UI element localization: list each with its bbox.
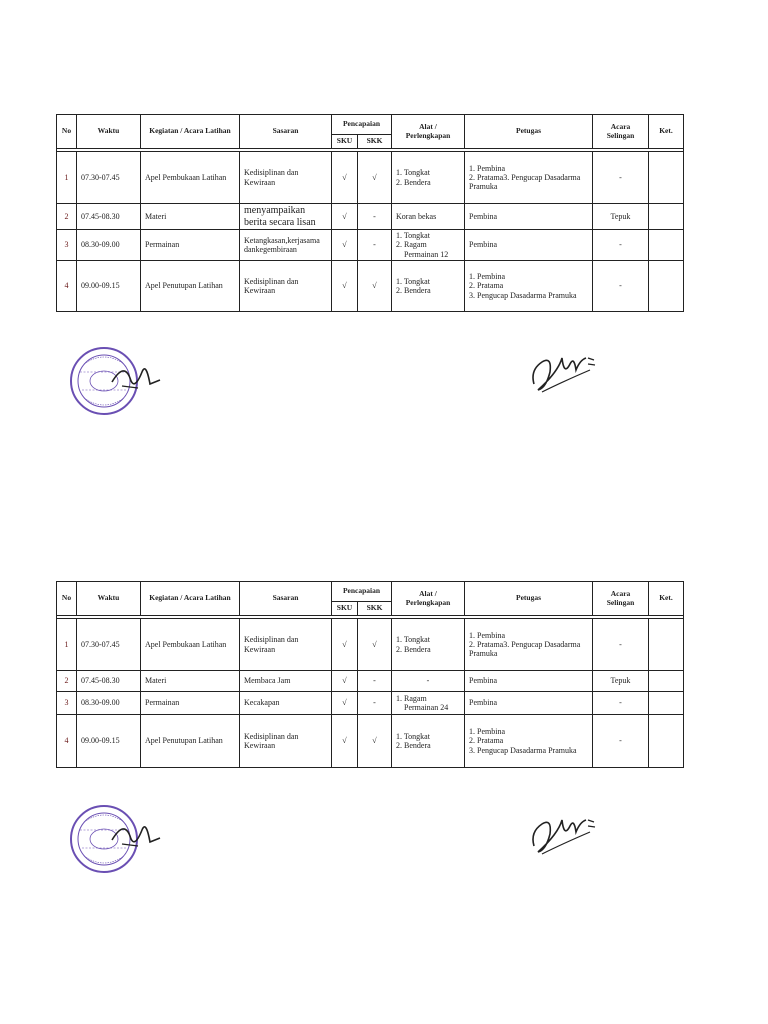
cell-alat: 1. Tongkat 2. Ragam Permainan 12 — [392, 230, 465, 261]
cell-kegiatan: Apel Penutupan Latihan — [141, 261, 240, 312]
cell-no: 1 — [57, 152, 77, 204]
cell-kegiatan: Permainan — [141, 230, 240, 261]
cell-sku: √ — [332, 204, 358, 230]
cell-sasaran: menyampaikan berita secara lisan — [240, 204, 332, 230]
cell-waktu: 07.30-07.45 — [77, 152, 141, 204]
cell-sku: √ — [332, 715, 358, 768]
cell-skk: √ — [358, 715, 392, 768]
header-pencapaian: Pencapaian — [332, 582, 392, 602]
cell-kegiatan: Apel Pembukaan Latihan — [141, 619, 240, 671]
cell-ket — [649, 671, 684, 692]
cell-alat: Koran bekas — [392, 204, 465, 230]
header-sku: SKU — [332, 602, 358, 616]
cell-skk: - — [358, 230, 392, 261]
table-row — [57, 230, 684, 261]
cell-sku: √ — [332, 619, 358, 671]
official-stamp — [64, 800, 164, 878]
cell-acara: Tepuk — [593, 204, 649, 230]
cell-sasaran: Kedisiplinan dan Kewiraan — [240, 619, 332, 671]
table-row — [57, 715, 684, 768]
schedule-table-1 — [56, 114, 684, 312]
cell-sasaran: Kedisiplinan dan Kewiraan — [240, 152, 332, 204]
cell-skk: √ — [358, 152, 392, 204]
header-petugas: Petugas — [465, 115, 593, 149]
header-alat: Alat / Perlengkapan — [392, 582, 465, 616]
signature — [528, 342, 600, 400]
cell-kegiatan: Apel Penutupan Latihan — [141, 715, 240, 768]
cell-waktu: 07.45-08.30 — [77, 204, 141, 230]
cell-petugas: Pembina — [465, 230, 593, 261]
header-kegiatan: Kegiatan / Acara Latihan — [141, 582, 240, 616]
cell-petugas: 1. Pembina 2. Pratama 3. Pengucap Dasadarma Pramuka — [465, 261, 593, 312]
official-stamp — [64, 342, 164, 420]
cell-ket — [649, 230, 684, 261]
cell-acara: - — [593, 152, 649, 204]
cell-no: 2 — [57, 671, 77, 692]
cell-no: 3 — [57, 692, 77, 715]
cell-waktu: 07.45-08.30 — [77, 671, 141, 692]
cell-petugas: 1. Pembina 2. Pratama3. Pengucap Dasadarma Pramuka — [465, 152, 593, 204]
cell-no: 4 — [57, 261, 77, 312]
cell-alat: 1. Tongkat 2. Bendera — [392, 715, 465, 768]
header-alat: Alat / Perlengkapan — [392, 115, 465, 149]
header-sasaran: Sasaran — [240, 115, 332, 149]
cell-kegiatan: Materi — [141, 671, 240, 692]
cell-sku: √ — [332, 152, 358, 204]
cell-alat: - — [392, 671, 465, 692]
cell-sku: √ — [332, 261, 358, 312]
header-skk: SKK — [358, 135, 392, 149]
cell-sasaran: Ketangkasan,kerjasama dankegembiraan — [240, 230, 332, 261]
cell-ket — [649, 152, 684, 204]
cell-waktu: 08.30-09.00 — [77, 692, 141, 715]
cell-ket — [649, 619, 684, 671]
cell-ket — [649, 261, 684, 312]
header-skk: SKK — [358, 602, 392, 616]
cell-skk: - — [358, 204, 392, 230]
header-ket: Ket. — [649, 582, 684, 616]
cell-skk: - — [358, 692, 392, 715]
cell-alat: 1. Tongkat 2. Bendera — [392, 152, 465, 204]
table-row — [57, 619, 684, 671]
cell-sasaran: Kedisiplinan dan Kewiraan — [240, 715, 332, 768]
schedule-table-2 — [56, 581, 684, 768]
cell-waktu: 09.00-09.15 — [77, 715, 141, 768]
header-pencapaian: Pencapaian — [332, 115, 392, 135]
cell-acara: - — [593, 692, 649, 715]
table-row — [57, 204, 684, 230]
cell-waktu: 08.30-09.00 — [77, 230, 141, 261]
header-kegiatan: Kegiatan / Acara Latihan — [141, 115, 240, 149]
cell-petugas: Pembina — [465, 692, 593, 715]
cell-acara: - — [593, 619, 649, 671]
cell-petugas: Pembina — [465, 671, 593, 692]
cell-ket — [649, 692, 684, 715]
cell-waktu: 09.00-09.15 — [77, 261, 141, 312]
cell-petugas: 1. Pembina 2. Pratama 3. Pengucap Dasadarma Pramuka — [465, 715, 593, 768]
cell-alat: 1. Ragam Permainan 24 — [392, 692, 465, 715]
header-waktu: Waktu — [77, 115, 141, 149]
cell-sasaran: Kecakapan — [240, 692, 332, 715]
signature — [528, 804, 600, 862]
cell-skk: - — [358, 671, 392, 692]
table-row — [57, 261, 684, 312]
cell-sku: √ — [332, 230, 358, 261]
header-no: No — [57, 582, 77, 616]
cell-no: 1 — [57, 619, 77, 671]
table-row — [57, 152, 684, 204]
cell-no: 4 — [57, 715, 77, 768]
header-petugas: Petugas — [465, 582, 593, 616]
cell-waktu: 07.30-07.45 — [77, 619, 141, 671]
header-sku: SKU — [332, 135, 358, 149]
table-row — [57, 692, 684, 715]
cell-alat: 1. Tongkat 2. Bendera — [392, 619, 465, 671]
cell-sasaran: Kedisiplinan dan Kewiraan — [240, 261, 332, 312]
cell-no: 2 — [57, 204, 77, 230]
cell-acara: Tepuk — [593, 671, 649, 692]
cell-kegiatan: Apel Pembukaan Latihan — [141, 152, 240, 204]
header-waktu: Waktu — [77, 582, 141, 616]
cell-sku: √ — [332, 671, 358, 692]
cell-sku: √ — [332, 692, 358, 715]
cell-kegiatan: Permainan — [141, 692, 240, 715]
cell-sasaran: Membaca Jam — [240, 671, 332, 692]
cell-petugas: 1. Pembina 2. Pratama3. Pengucap Dasadarma Pramuka — [465, 619, 593, 671]
cell-acara: - — [593, 261, 649, 312]
cell-ket — [649, 715, 684, 768]
cell-skk: √ — [358, 261, 392, 312]
header-no: No — [57, 115, 77, 149]
cell-no: 3 — [57, 230, 77, 261]
cell-skk: √ — [358, 619, 392, 671]
cell-kegiatan: Materi — [141, 204, 240, 230]
cell-alat: 1. Tongkat 2. Bendera — [392, 261, 465, 312]
cell-ket — [649, 204, 684, 230]
cell-acara: - — [593, 715, 649, 768]
cell-petugas: Pembina — [465, 204, 593, 230]
header-acara-selingan: Acara Selingan — [593, 115, 649, 149]
header-ket: Ket. — [649, 115, 684, 149]
header-sasaran: Sasaran — [240, 582, 332, 616]
table-row — [57, 671, 684, 692]
header-acara-selingan: Acara Selingan — [593, 582, 649, 616]
cell-acara: - — [593, 230, 649, 261]
